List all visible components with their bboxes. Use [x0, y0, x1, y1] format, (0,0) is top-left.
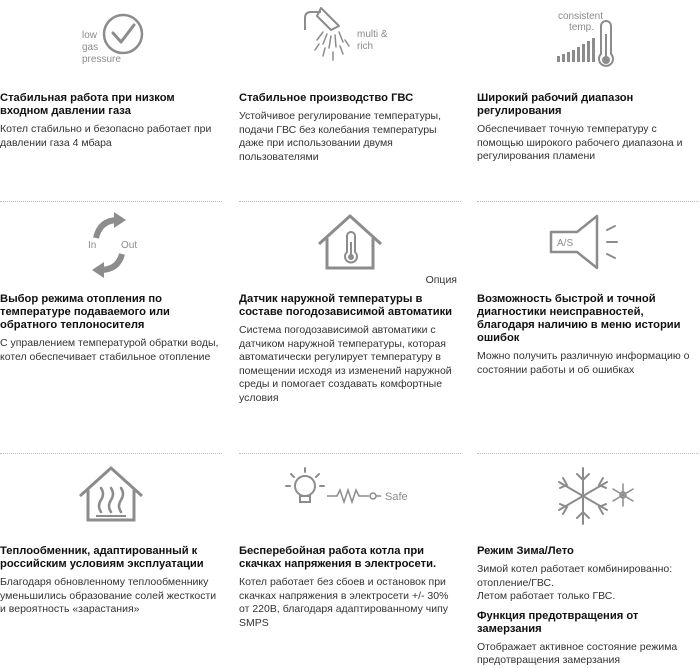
feature-text: Можно получить различную информацию о состоянии работы и об ошибках: [477, 350, 690, 376]
icon-label-multi: multi &: [357, 29, 388, 40]
feature-text: Обеспечивает точную температуру с помощью широкого рабочего диапазона и регулирования пламени: [477, 123, 683, 162]
feature-text: С управлением температурой обратки воды, котел обеспечивает стабильное отопление: [0, 337, 219, 363]
feature-title: Датчик наружной температуры в составе погодозависимой автоматики: [239, 293, 453, 318]
icon-area: [0, 453, 222, 538]
feature-text: Благодаря обновленному теплообменнику уменьшились образование солей жесткости и вероятность «зарастания»: [0, 576, 217, 615]
feature-title: Режим Зима/Лето: [477, 545, 574, 557]
feature-title: Стабильное производство ГВС: [239, 92, 414, 104]
icon-label-consistent: consistent: [558, 11, 604, 22]
feature-card-temperature-range: [477, 0, 699, 164]
in-out-arrows-icon: [0, 202, 222, 286]
feature-text: Котел работает без сбоев и остановок при скачках напряжения в электросети +/- 30% от 220В, благодаря адаптированному чипу SMPS: [239, 576, 449, 629]
feature-title: Возможность быстрой и точной диагностики неисправностей, благодаря наличию в меню истории ошибок: [477, 293, 681, 344]
feature-title: Теплообменник, адаптированный к российским условиям эксплуатации: [0, 545, 204, 570]
feature-title: Стабильная работа при низком входном давлении газа: [0, 92, 175, 117]
bulb-voltage-icon: [239, 454, 461, 538]
feature-card-outdoor-sensor: [239, 201, 461, 405]
feature-subtext: Отображает активное состояние режима предотвращения замерзания: [477, 640, 678, 666]
feature-card-dhw: [239, 0, 461, 164]
feature-card-low-gas-pressure: [0, 0, 222, 150]
feature-title: Широкий рабочий диапазон регулирования: [477, 92, 634, 117]
low-gas-pressure-icon: [0, 0, 222, 85]
icon-area: [477, 453, 699, 538]
feature-subtitle: Функция предотвращения от замерзания: [477, 609, 639, 635]
feature-text: Зимой котел работает комбинированно: отопление/ГВС. Летом работает только ГВС.: [477, 563, 673, 602]
house-heat-icon: [0, 454, 222, 538]
shower-icon: [239, 0, 461, 85]
feature-card-winter-summer: [477, 453, 699, 668]
snowflake-icon: [477, 454, 699, 538]
icon-area: [0, 201, 222, 286]
feature-text: Устойчивое регулирование температуры, подачи ГВС без колебания температуры даже при использовании двумя пользователями: [239, 110, 442, 163]
feature-card-voltage: [239, 453, 461, 630]
feature-text: Система погодозависимой автоматики с датчиком наружной температуры, которая автоматически регулирует температуру в помещении исходя из изменений наружной среды и помогает создавать комфортные условия: [239, 324, 452, 404]
icon-label-safe: Safe: [385, 491, 408, 503]
icon-area: [0, 0, 222, 85]
feature-card-diagnostics: [477, 201, 699, 377]
icon-label-out: Out: [121, 240, 138, 251]
option-label: Опция: [425, 274, 457, 286]
speaker-diagnostics-icon: [477, 202, 699, 286]
icon-label-temp: temp.: [569, 22, 595, 33]
icon-label-in: In: [88, 240, 97, 251]
icon-area: [239, 0, 461, 85]
icon-label-rich: rich: [357, 41, 374, 52]
icon-label-gas: gas: [82, 42, 99, 53]
icon-area: [477, 0, 699, 85]
thermometer-bars-icon: [477, 0, 699, 85]
icon-label-low: low: [82, 30, 98, 41]
icon-label-as: A/S: [557, 238, 574, 249]
feature-card-heating-mode: [0, 201, 222, 364]
feature-text: Котел стабильно и безопасно работает при давлении газа 4 мбара: [0, 123, 212, 149]
feature-title: Бесперебойная работа котла при скачках напряжения в электросети.: [239, 545, 437, 570]
icon-area: [239, 201, 461, 286]
feature-card-heat-exchanger: [0, 453, 222, 617]
icon-area: [239, 453, 461, 538]
feature-title: Выбор режима отопления по температуре подаваемого или обратного теплоносителя: [0, 293, 170, 331]
icon-area: [477, 201, 699, 286]
icon-label-pressure: pressure: [82, 54, 121, 65]
